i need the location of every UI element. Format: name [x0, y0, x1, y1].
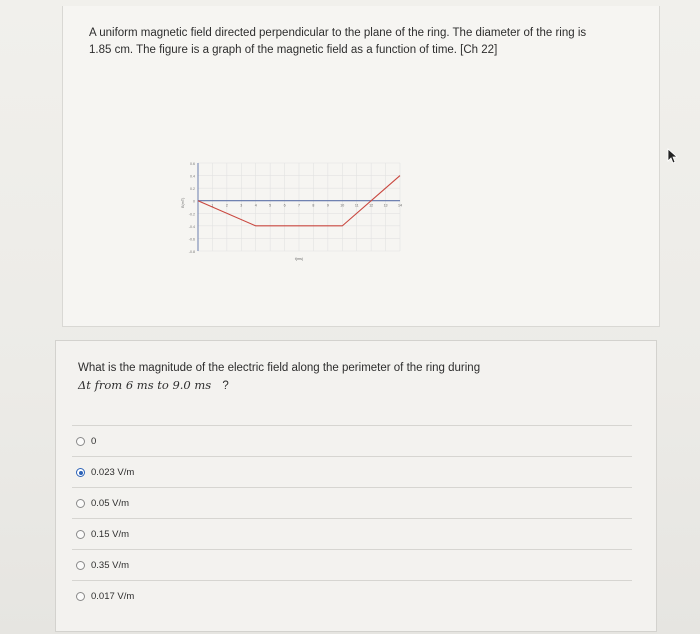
radio-button[interactable] [76, 437, 85, 446]
x-tick-label: 6 [283, 203, 286, 208]
y-tick-label: -0.6 [188, 237, 195, 242]
radio-button-selected[interactable] [76, 468, 85, 477]
y-tick-label: -0.4 [188, 224, 195, 229]
x-tick-label: 11 [354, 203, 359, 208]
option-0-35[interactable] [76, 560, 129, 571]
y-tick-label: 0.2 [190, 187, 195, 192]
option-label: 0.15 V/m [91, 529, 130, 540]
x-tick-label: 3 [240, 203, 243, 208]
y-axis-label: B(mT) [181, 197, 185, 208]
x-tick-label: 2 [225, 203, 228, 208]
x-tick-label: 12 [369, 203, 374, 208]
sub-question-line-2 [78, 377, 598, 395]
sub-question [78, 360, 598, 395]
option-label: 0.35 V/m [91, 560, 130, 571]
x-axis-label: t(ms) [294, 257, 304, 261]
option-0-15[interactable] [76, 529, 129, 540]
divider [72, 425, 632, 426]
chart-svg [170, 155, 410, 270]
y-tick-label: 0 [193, 199, 195, 204]
x-tick-label: 7 [298, 203, 300, 208]
x-tick-label: 14 [398, 203, 402, 208]
x-tick-label: 13 [383, 203, 388, 208]
y-tick-label: -0.2 [188, 212, 195, 217]
mouse-cursor-icon [667, 148, 681, 164]
y-tick-label: 0.6 [190, 162, 195, 166]
x-tick-label: 1 [211, 203, 214, 208]
divider [72, 518, 632, 519]
option-label: 0 [91, 436, 97, 447]
option-label: 0.017 V/m [91, 591, 135, 602]
radio-button[interactable] [76, 530, 85, 539]
divider [72, 487, 632, 488]
y-tick-label: -0.8 [188, 250, 195, 254]
divider [72, 580, 632, 581]
question-line-2: 1.85 cm. The figure is a graph of the magnetic field as a function of time. [Ch 22] [89, 44, 498, 56]
radio-button[interactable] [76, 561, 85, 570]
x-tick-label: 9 [326, 203, 329, 208]
magnetic-field-graph [170, 155, 410, 270]
option-label: 0.023 V/m [91, 467, 135, 478]
option-0-023[interactable] [76, 467, 134, 478]
time-interval: Δt from 6 ms to 9.0 ms [78, 378, 212, 392]
radio-button[interactable] [76, 592, 85, 601]
option-label: 0.05 V/m [91, 498, 130, 509]
x-tick-label: 8 [312, 203, 315, 208]
x-tick-label: 10 [340, 203, 345, 208]
option-0[interactable] [76, 436, 96, 447]
sub-question-line-1: What is the magnitude of the electric field along the perimeter of the ring during [78, 362, 481, 374]
option-0-05[interactable] [76, 498, 129, 509]
x-tick-label: 4 [254, 203, 257, 208]
divider [72, 456, 632, 457]
option-0-017[interactable] [76, 591, 134, 602]
y-tick-label: 0.4 [190, 174, 195, 179]
x-tick-label: 5 [269, 203, 272, 208]
radio-button[interactable] [76, 499, 85, 508]
divider [72, 549, 632, 550]
question-line-1: A uniform magnetic field directed perpendicular to the plane of the ring. The diameter of the ring is [89, 27, 587, 39]
question-mark: ? [222, 380, 229, 392]
question-text [89, 25, 619, 59]
